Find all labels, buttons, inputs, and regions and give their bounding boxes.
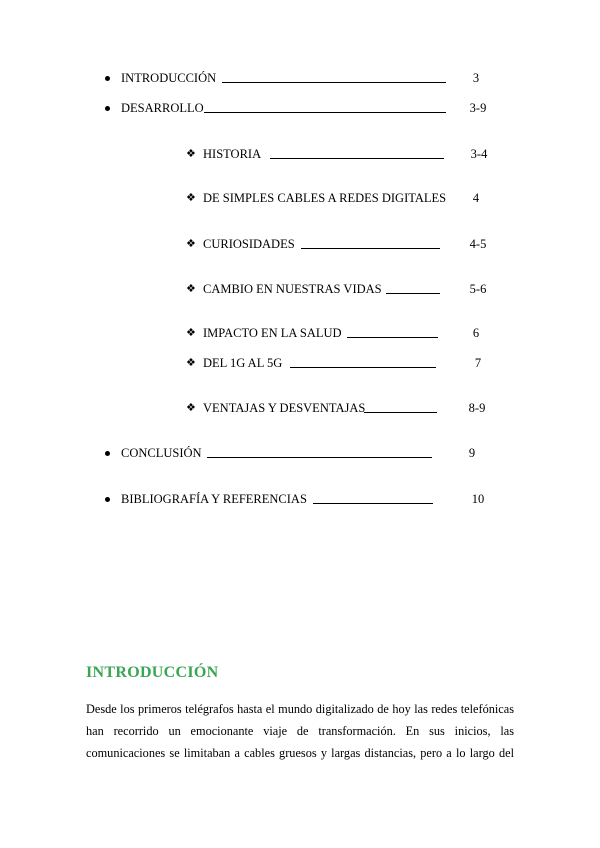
toc-entry-desarrollo[interactable]: [0, 98, 600, 118]
toc-entry-cables[interactable]: [0, 188, 600, 208]
toc-entry-conclusion[interactable]: [0, 443, 600, 463]
bullet-icon: [105, 451, 110, 456]
toc-label: DE SIMPLES CABLES A REDES DIGITALES: [203, 191, 447, 205]
toc-page-number: 4-5: [469, 237, 487, 251]
toc-entry-curiosidades[interactable]: [0, 234, 600, 254]
bullet-icon: [105, 76, 110, 81]
paragraph-line: Desde los primeros telégrafos hasta el mundo digitalizado de hoy las redes telefónicas: [86, 702, 514, 716]
toc-leader-line: [347, 337, 438, 338]
toc-leader-line: [386, 293, 440, 294]
toc-label: BIBLIOGRAFÍA Y REFERENCIAS: [121, 492, 307, 506]
toc-page-number: 4: [472, 191, 480, 205]
toc-label: VENTAJAS Y DESVENTAJAS: [203, 401, 366, 415]
toc-leader-line: [290, 367, 436, 368]
toc-label: DEL 1G AL 5G: [203, 356, 283, 370]
toc-entry-historia[interactable]: [0, 144, 600, 164]
diamond-bullet-icon: ❖: [186, 357, 196, 369]
diamond-bullet-icon: ❖: [186, 327, 196, 339]
toc-page-number: 3: [472, 71, 480, 85]
toc-page-number: 10: [471, 492, 485, 506]
toc-label: CONCLUSIÓN: [121, 446, 202, 460]
toc-page-number: 7: [474, 356, 482, 370]
section-heading-introduccion: INTRODUCCIÓN: [86, 664, 219, 681]
toc-label: INTRODUCCIÓN: [121, 71, 217, 85]
toc-entry-1g-5g[interactable]: [0, 353, 600, 373]
toc-entry-cambio[interactable]: [0, 279, 600, 299]
diamond-bullet-icon: ❖: [186, 402, 196, 414]
toc-entry-bibliografia[interactable]: [0, 489, 600, 509]
toc-page-number: 9: [468, 446, 476, 460]
diamond-bullet-icon: ❖: [186, 283, 196, 295]
toc-label: HISTORIA: [203, 147, 262, 161]
diamond-bullet-icon: ❖: [186, 238, 196, 250]
toc-page-number: 3-4: [470, 147, 488, 161]
toc-entry-introduccion[interactable]: [0, 68, 600, 88]
toc-leader-line: [301, 248, 440, 249]
intro-paragraph: [86, 698, 514, 764]
bullet-icon: [105, 106, 110, 111]
toc-page-number: 5-6: [469, 282, 487, 296]
toc-label: CAMBIO EN NUESTRAS VIDAS: [203, 282, 382, 296]
toc-entry-impacto[interactable]: [0, 323, 600, 343]
paragraph-line: han recorrido un emocionante viaje de transformación. En sus inicios, las: [86, 724, 514, 738]
bullet-icon: [105, 497, 110, 502]
toc-leader-line: [222, 82, 446, 83]
diamond-bullet-icon: ❖: [186, 148, 196, 160]
paragraph-line: comunicaciones se limitaban a cables gruesos y largas distancias, pero a lo largo del: [86, 746, 514, 760]
toc-entry-ventajas[interactable]: [0, 398, 600, 418]
toc-leader-line: [207, 457, 432, 458]
toc-leader-line: [270, 158, 444, 159]
toc-page-number: 6: [472, 326, 480, 340]
toc-page-number: 8-9: [468, 401, 486, 415]
toc-page-number: 3-9: [469, 101, 487, 115]
toc-leader-line: [313, 503, 433, 504]
toc-label: CURIOSIDADES: [203, 237, 295, 251]
diamond-bullet-icon: ❖: [186, 192, 196, 204]
toc-leader-line: [364, 412, 437, 413]
toc-label: DESARROLLO: [121, 101, 204, 115]
toc-label: IMPACTO EN LA SALUD: [203, 326, 342, 340]
toc-leader-line: [204, 112, 446, 113]
